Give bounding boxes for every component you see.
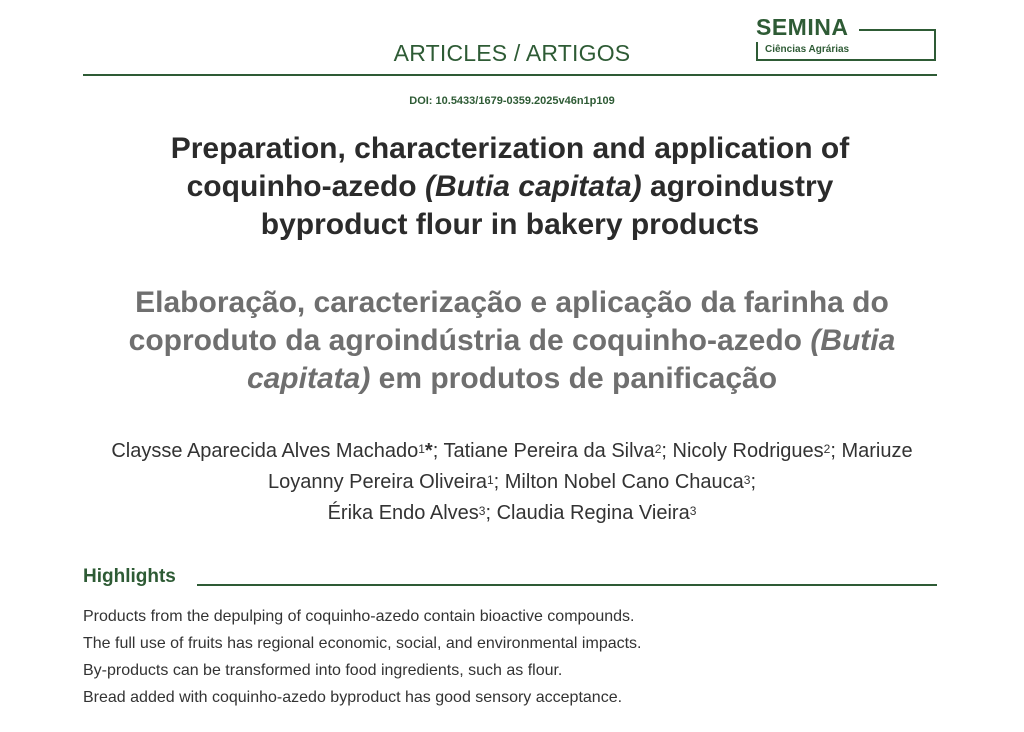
author-list: Claysse Aparecida Alves Machado$^1$*; Tatiane Pereira da Silva$^2$; Nicoly Rodrigues$^2$; Mariuze Loyanny Pereira Oliveira$^1$; Milton Nobel Cano Chauca$^3$; Érika Endo Alves$^3$; Claudia Regina Vieira$^3$ xyxy=(111,440,913,524)
title-pt-line-2-pre: coproduto da agroindústria de coquinho-azedo xyxy=(128,324,811,357)
author-affiliation: 1 xyxy=(486,473,494,487)
title-en-line-3: byproduct flour in bakery products xyxy=(260,208,760,241)
highlights-divider xyxy=(197,584,937,586)
logo-frame-top xyxy=(859,29,936,31)
article-title-english xyxy=(100,130,920,244)
highlights-title: Highlights xyxy=(83,566,176,587)
section-label: ARTICLES / ARTIGOS xyxy=(393,40,631,66)
title-en-line-1: Preparation, characterization and application of xyxy=(170,132,850,165)
author-name: Claysse Aparecida Alves Machado xyxy=(111,440,419,462)
author-affiliation: 2 xyxy=(654,442,662,456)
journal-name: SEMINA xyxy=(756,14,849,40)
highlight-item: Products from the depulping of coquinho-azedo contain bioactive compounds. xyxy=(83,608,635,625)
author-name: Claudia Regina Vieira xyxy=(496,502,690,524)
highlight-item: By-products can be transformed into food ingredients, such as flour. xyxy=(83,662,563,679)
author-name: Érika Endo Alves xyxy=(327,502,479,524)
highlight-item: The full use of fruits has regional economic, social, and environmental impacts. xyxy=(83,635,642,652)
journal-subtitle: Ciências Agrárias xyxy=(765,44,850,55)
title-pt-line-1: Elaboração, caracterização e aplicação da farinha do xyxy=(135,286,889,319)
highlight-item: Bread added with coquinho-azedo byproduct has good sensory acceptance. xyxy=(83,689,623,706)
title-pt-species-a: (Butia xyxy=(810,324,896,357)
author-affiliation: 2 xyxy=(823,442,831,456)
author-affiliation: 1 xyxy=(418,442,425,456)
header-divider xyxy=(83,74,937,76)
author-name: Milton Nobel Cano Chauca xyxy=(504,471,744,493)
author-affiliation: 3 xyxy=(689,504,697,518)
highlights-list xyxy=(83,603,943,711)
author-name: Nicoly Rodrigues xyxy=(672,440,824,462)
author-name: Tatiane Pereira da Silva xyxy=(443,440,655,462)
author-affiliation: 3 xyxy=(478,504,486,518)
title-en-line-2-pre: coquinho-azedo xyxy=(186,170,425,203)
author-name: Mariuze Loyanny Pereira Oliveira xyxy=(267,440,913,493)
highlights-header xyxy=(83,566,937,592)
title-pt-species-b: capitata) xyxy=(246,362,371,395)
corresponding-author-mark: * xyxy=(424,440,433,462)
title-en-line-2-post: agroindustry xyxy=(641,170,834,203)
author-affiliation: 3 xyxy=(743,473,751,487)
doi[interactable]: DOI: 10.5433/1679-0359.2025v46n1p109 xyxy=(409,95,615,107)
article-title-portuguese xyxy=(72,284,952,398)
title-en-species: (Butia capitata) xyxy=(424,170,642,203)
title-pt-line-3-post: em produtos de panificação xyxy=(370,362,778,395)
